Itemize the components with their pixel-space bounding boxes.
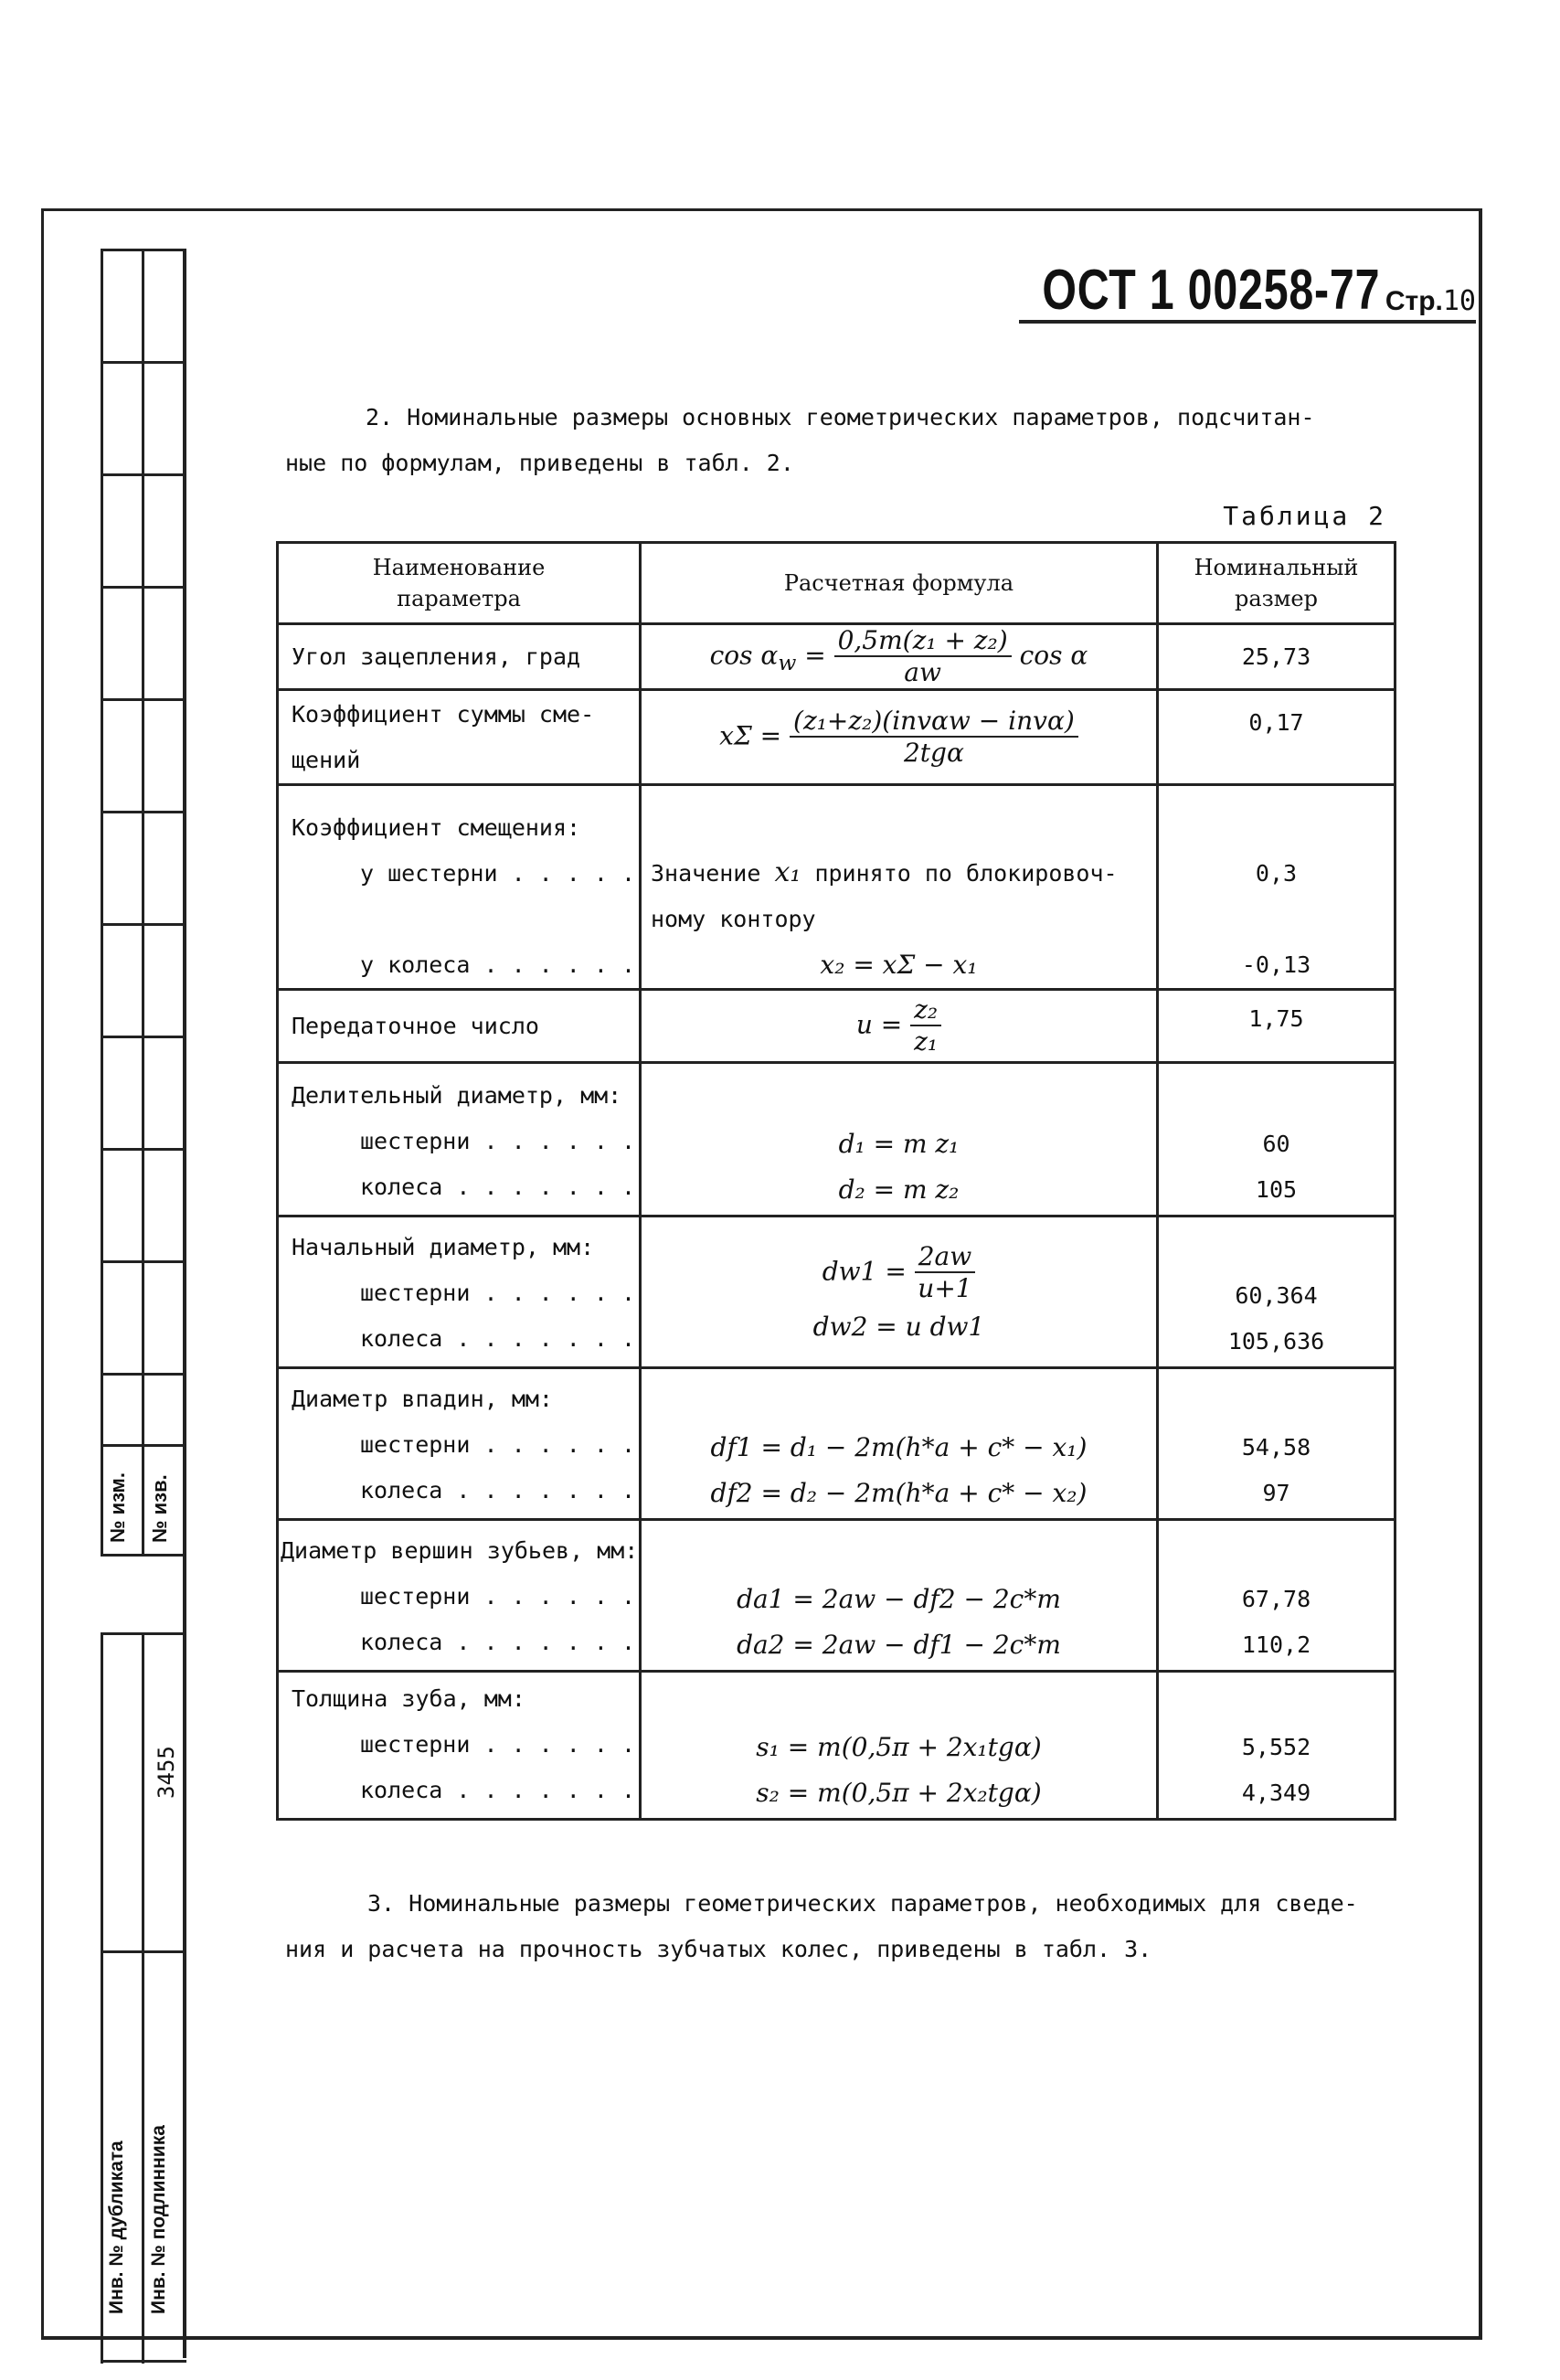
table-row (278, 690, 1396, 785)
row-sub: шестерни . . . . . . (360, 1128, 636, 1154)
row-value: 25,73 (1157, 624, 1395, 690)
fraction (834, 626, 1012, 688)
stamp-strip-line (142, 249, 144, 1556)
stamp-divider (101, 1444, 186, 1447)
stamp-divider (101, 1950, 186, 1953)
page-label: Стр. (1385, 286, 1443, 316)
formula: dw2 = u dw1 (812, 1311, 985, 1342)
row-name (278, 1217, 641, 1368)
para2-line2: ные по формулам, приведены в табл. 2. (285, 450, 794, 476)
doc-header (947, 258, 1476, 323)
row-value: 1,75 (1157, 990, 1395, 1063)
denominator: u+1 (918, 1272, 972, 1303)
row-name-title: Коэффициент смещения: (292, 813, 581, 841)
row-formula (640, 1368, 1157, 1520)
formula-part: xΣ = (719, 720, 791, 750)
stamp-divider (101, 923, 186, 926)
parameters-table (276, 541, 1396, 1821)
row-name: Угол зацепления, град (278, 624, 641, 690)
stamp-divider (101, 1632, 186, 1635)
formula: s₁ = m(0,5π + 2x₁tgα) (756, 1731, 1042, 1762)
row-sub: шестерни . . . . . . (360, 1583, 636, 1610)
row-value (1157, 1217, 1395, 1368)
stamp-divider (101, 1554, 186, 1557)
row-name (278, 1520, 641, 1672)
row-sub: у шестерни . . . . . (360, 859, 636, 887)
row-sub: колеса . . . . . . . (360, 1325, 636, 1352)
row-sub: колеса . . . . . . . (360, 1174, 636, 1200)
row-name: Передаточное число (278, 990, 641, 1063)
header-name (278, 543, 641, 624)
para3-line2: ния и расчета на прочность зубчатых колес, приведены в табл. 3. (285, 1936, 1152, 1962)
row-name (278, 1368, 641, 1520)
stamp-divider (101, 1260, 186, 1263)
stamp-divider (101, 811, 186, 813)
value: 60,364 (1235, 1281, 1318, 1309)
header-name-l1: Наименование (372, 555, 546, 580)
value: 110,2 (1241, 1631, 1311, 1658)
row-name-l1: Коэффициент суммы сме- (292, 700, 595, 728)
header-size (1157, 543, 1395, 624)
row-name-title: Начальный диаметр, мм: (292, 1234, 595, 1260)
header-formula: Расчетная формула (640, 543, 1157, 624)
note-text: принято по блокировоч- (801, 860, 1118, 887)
stamp-divider (101, 361, 186, 364)
stamp-divider (101, 473, 186, 476)
formula: df1 = d₁ − 2m(h*a + c* − x₁) (710, 1431, 1088, 1462)
header-name-l2: параметра (397, 586, 521, 611)
row-sub: колеса . . . . . . . (360, 1629, 636, 1655)
table-row (278, 624, 1396, 690)
row-sub: шестерни . . . . . . (360, 1431, 636, 1458)
formula: da1 = 2aw − df2 − 2c*m (737, 1583, 1061, 1614)
value: 105,636 (1227, 1327, 1325, 1355)
table-row (278, 990, 1396, 1063)
row-value (1157, 785, 1395, 990)
row-sub: шестерни . . . . . . (360, 1731, 636, 1758)
row-name-title: Диаметр вершин зубьев, мм: (281, 1537, 639, 1564)
table-row (278, 1217, 1396, 1368)
table-row (278, 1672, 1396, 1820)
fraction (790, 707, 1078, 769)
stamp-strip-line (142, 1632, 144, 2364)
formula-part: w (778, 649, 797, 675)
table-row (278, 1063, 1396, 1217)
row-value (1157, 1368, 1395, 1520)
table-caption: Таблица 2 (1223, 501, 1386, 531)
header-size-l2: размер (1234, 586, 1318, 611)
formula: d₂ = m z₂ (838, 1174, 960, 1205)
row-value (1157, 1063, 1395, 1217)
value: 60 (1262, 1130, 1290, 1157)
row-formula (640, 1520, 1157, 1672)
formula: s₂ = m(0,5π + 2x₂tgα) (756, 1777, 1042, 1808)
formula-part: cos α (709, 640, 779, 670)
row-sub: шестерни . . . . . . (360, 1280, 636, 1306)
page-number: 10 (1442, 285, 1476, 317)
stamp-strip-line (101, 1632, 103, 2364)
value: 5,552 (1241, 1733, 1311, 1760)
izm-label: № изм. (106, 1472, 129, 1543)
row-formula (640, 785, 1157, 990)
row-name-title: Толщина зуба, мм: (292, 1685, 525, 1712)
denominator: 2tgα (903, 737, 964, 768)
row-name (278, 690, 641, 785)
formula-part: u = (855, 1009, 911, 1039)
formula-part: dw1 = (822, 1256, 915, 1286)
numerator: 0,5m(z₁ + z₂) (834, 626, 1012, 657)
row-name-title: Диаметр впадин, мм: (292, 1386, 553, 1412)
para3-line1: 3. Номинальные размеры геометрических параметров, необходимых для сведе- (367, 1890, 1358, 1917)
numerator: z₂ (910, 995, 941, 1026)
row-name (278, 1063, 641, 1217)
table-row (278, 1368, 1396, 1520)
inv-dubl-label: Инв. № дубликата (106, 2141, 127, 2314)
value: -0,13 (1241, 951, 1311, 978)
value: 105 (1255, 1175, 1298, 1203)
note-symbol: x₁ (774, 856, 801, 888)
stamp-divider (101, 1036, 186, 1038)
row-formula (640, 1672, 1157, 1820)
para2-line1: 2. Номинальные размеры основных геометрических параметров, подсчитан- (366, 404, 1315, 430)
stamp-divider (101, 249, 186, 251)
formula-part: cos α (1011, 640, 1088, 670)
note-line (642, 850, 1156, 897)
value: 0,3 (1255, 859, 1298, 887)
row-name-l2: щений (292, 746, 361, 773)
stamp-divider (101, 2360, 186, 2363)
row-name (278, 785, 641, 990)
row-formula (640, 1217, 1157, 1368)
numerator: (z₁+z₂)(invαw − invα) (790, 707, 1078, 738)
izv-label: № изв. (148, 1474, 171, 1543)
stamp-strip-line (101, 249, 103, 1556)
value: 54,58 (1241, 1433, 1311, 1461)
table-header-row (278, 543, 1396, 624)
formula: da2 = 2aw − df1 − 2c*m (737, 1629, 1061, 1660)
stamp-divider (101, 586, 186, 589)
formula-part: = (796, 640, 834, 670)
row-formula (640, 624, 1157, 690)
table-row (278, 785, 1396, 990)
row-sub: у колеса . . . . . . (360, 951, 636, 978)
inv-podl-label: Инв. № подлинника (148, 2125, 169, 2314)
fraction (915, 1242, 975, 1304)
row-value (1157, 1520, 1395, 1672)
row-value (1157, 1672, 1395, 1820)
row-value: 0,17 (1157, 690, 1395, 785)
formula: x₂ = xΣ − x₁ (820, 950, 978, 980)
table-row (278, 1520, 1396, 1672)
row-sub: колеса . . . . . . . (360, 1477, 636, 1503)
header-size-l1: Номинальный (1194, 555, 1359, 580)
row-name-title: Делительный диаметр, мм: (292, 1082, 622, 1109)
value: 4,349 (1241, 1779, 1311, 1806)
fraction (910, 995, 941, 1057)
row-sub: колеса . . . . . . . (360, 1777, 636, 1803)
row-name (278, 1672, 641, 1820)
value: 97 (1262, 1479, 1290, 1506)
denominator: aw (904, 656, 941, 687)
formula: df2 = d₂ − 2m(h*a + c* − x₂) (710, 1477, 1088, 1508)
inv-podl-number: 3455 (154, 1746, 179, 1799)
formula (642, 1242, 1156, 1304)
header-rule (1019, 320, 1476, 324)
row-formula (640, 690, 1157, 785)
row-formula (640, 990, 1157, 1063)
denominator: z₁ (914, 1025, 939, 1057)
doc-code: ОСТ 1 00258-77 (1041, 259, 1380, 322)
numerator: 2aw (915, 1242, 975, 1273)
stamp-divider (101, 698, 186, 701)
row-formula (640, 1063, 1157, 1217)
value: 67,78 (1241, 1585, 1311, 1612)
note-text: Значение (650, 860, 775, 887)
stamp-divider (101, 1148, 186, 1151)
formula: d₁ = m z₁ (838, 1128, 960, 1159)
stamp-divider (101, 1373, 186, 1376)
note-line: ному контору (650, 906, 816, 932)
